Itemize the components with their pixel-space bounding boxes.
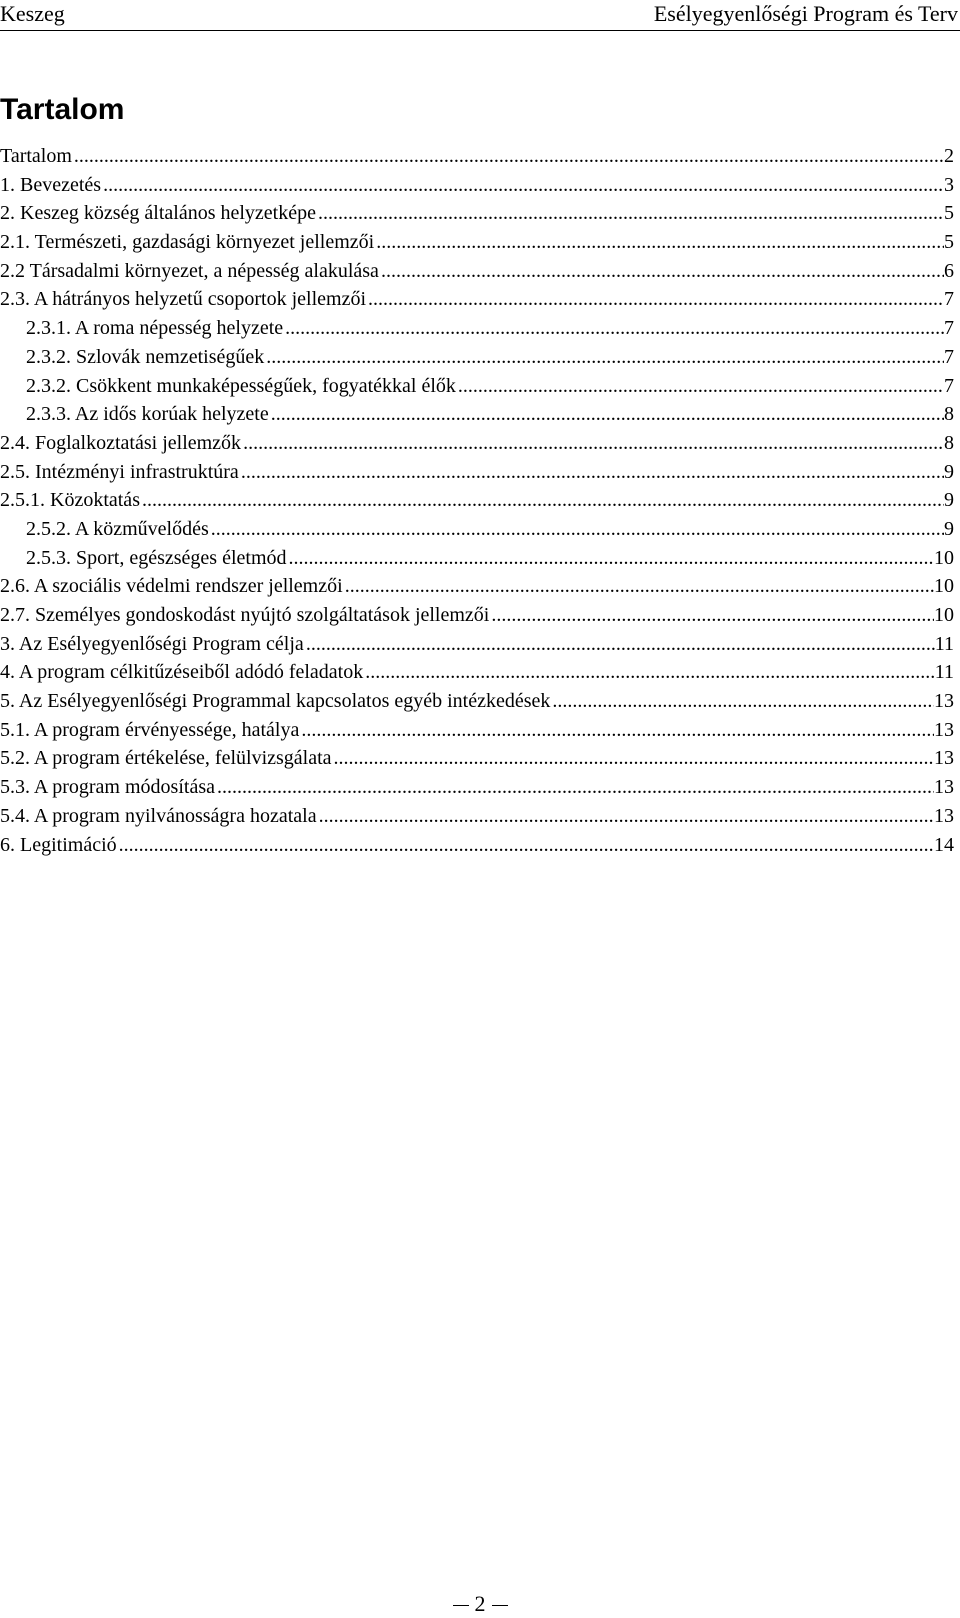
toc-entry-label: 6. Legitimáció	[0, 833, 117, 856]
toc-entry-page: 10	[934, 604, 954, 626]
toc-entry-page: 3	[944, 173, 954, 196]
toc-entry-label: 2.3.1. A roma népesség helyzete	[26, 317, 284, 340]
toc-entry-page: 13	[934, 804, 954, 827]
toc-entry-page: 14	[934, 833, 954, 856]
page-footer	[0, 1590, 960, 1618]
toc-entry-page: 7	[944, 288, 954, 311]
toc-entry-page: 9	[944, 460, 954, 483]
toc-entry-label: 2.5.3. Sport, egészséges életmód	[26, 546, 287, 569]
toc-entry-label: 2.6. A szociális védelmi rendszer jellemzői	[0, 575, 343, 598]
toc-entry[interactable]	[0, 572, 954, 601]
toc-entry[interactable]	[0, 458, 954, 487]
toc-entry-page: 2	[944, 145, 954, 167]
toc-entry[interactable]	[0, 372, 954, 401]
toc-entry[interactable]	[0, 400, 954, 429]
toc-entry-label: 2.3.3. Az idős korúak helyzete	[26, 403, 269, 426]
toc-entry[interactable]	[0, 831, 954, 860]
dot-leader	[318, 199, 944, 228]
toc-entry-label: 2.5.1. Közoktatás	[0, 489, 140, 512]
toc-entry[interactable]	[0, 658, 954, 687]
footer-dash-right	[492, 1605, 508, 1606]
dot-leader	[285, 314, 944, 343]
toc-entry-page: 6	[944, 259, 954, 282]
toc-entry[interactable]	[0, 228, 954, 257]
toc-entry[interactable]	[0, 716, 954, 745]
toc-entry[interactable]	[0, 171, 954, 200]
page-header	[0, 0, 960, 31]
toc-entry-page: 13	[934, 747, 954, 770]
header-municipality: Keszeg	[0, 1, 65, 26]
toc-entry-page: 8	[944, 403, 954, 426]
toc-entry[interactable]	[0, 142, 954, 171]
toc-entry[interactable]	[0, 630, 954, 659]
dot-leader	[74, 142, 944, 171]
toc-entry-label: 5.1. A program érvényessége, hatálya	[0, 718, 300, 741]
toc-entry-page: 5	[944, 202, 954, 225]
toc-entry-page: 13	[934, 690, 954, 713]
toc-entry[interactable]	[0, 687, 954, 716]
toc-entry-page: 9	[944, 489, 954, 512]
dot-leader	[217, 773, 934, 802]
toc-entry-label: 2.4. Foglalkoztatási jellemzők	[0, 431, 242, 454]
toc-entry-page: 8	[944, 431, 954, 454]
dot-leader	[271, 400, 944, 429]
toc-entry-label: 5.4. A program nyilvánosságra hozatala	[0, 804, 317, 827]
toc-entry-page: 7	[944, 345, 954, 368]
dot-leader	[376, 228, 944, 257]
toc-entry-label: 5. Az Esélyegyenlőségi Programmal kapcsolatos egyéb intézkedések	[0, 690, 551, 713]
toc-entry-label: 2.3.2. Szlovák nemzetiségűek	[26, 345, 265, 368]
dot-leader	[552, 687, 934, 716]
toc-entry[interactable]	[0, 486, 954, 515]
toc-entry[interactable]	[0, 744, 954, 773]
toc-entry-label: 5.3. A program módosítása	[0, 776, 215, 799]
toc-entry[interactable]	[0, 802, 954, 831]
toc-entry-page: 9	[944, 517, 954, 540]
page-number: 2	[474, 1591, 486, 1616]
toc-entry-label: 5.2. A program értékelése, felülvizsgálata	[0, 747, 332, 770]
dot-leader	[368, 285, 944, 314]
footer-dash-left	[453, 1605, 469, 1606]
toc-entry-page: 11	[934, 632, 954, 655]
header-document-title: Esélyegyenlőségi Program és Terv	[653, 1, 958, 26]
dot-leader	[241, 458, 944, 487]
toc-entry-label: 2.5.2. A közművelődés	[26, 517, 209, 540]
dot-leader	[119, 831, 934, 860]
toc-entry[interactable]	[0, 314, 954, 343]
toc-entry[interactable]	[0, 343, 954, 372]
toc-entry-label: 2.3.2. Csökkent munkaképességűek, fogyatékkal élők	[26, 374, 456, 397]
dot-leader	[103, 171, 944, 200]
toc-entry-label: 2.1. Természeti, gazdasági környezet jellemzői	[0, 231, 375, 254]
dot-leader	[266, 343, 944, 372]
toc-entry-page: 7	[944, 374, 954, 397]
toc-entry-page: 5	[944, 231, 954, 254]
table-of-contents	[0, 142, 954, 859]
dot-leader	[289, 544, 935, 573]
toc-entry[interactable]	[0, 515, 954, 544]
toc-heading: Tartalom	[0, 93, 125, 126]
toc-entry-page: 7	[944, 317, 954, 340]
toc-entry-label: 2.7. Személyes gondoskodást nyújtó szolgáltatások jellemzői	[0, 604, 490, 626]
toc-entry-page: 10	[934, 575, 954, 598]
dot-leader	[243, 429, 944, 458]
dot-leader	[345, 572, 934, 601]
toc-entry[interactable]	[0, 429, 954, 458]
toc-entry-label: 4. A program célkitűzéseiből adódó feladatok	[0, 661, 364, 684]
toc-entry-page: 13	[934, 776, 954, 799]
dot-leader	[458, 372, 944, 401]
toc-entry[interactable]	[0, 601, 954, 630]
toc-entry[interactable]	[0, 257, 954, 286]
toc-entry-page: 10	[934, 546, 954, 569]
toc-entry-label: Tartalom	[0, 145, 72, 167]
toc-entry[interactable]	[0, 285, 954, 314]
toc-entry-label: 2.5. Intézményi infrastruktúra	[0, 460, 239, 483]
toc-entry-label: 1. Bevezetés	[0, 173, 102, 196]
toc-entry-label: 2.2 Társadalmi környezet, a népesség alakulása	[0, 259, 379, 282]
dot-leader	[365, 658, 935, 687]
toc-entry-label: 2. Keszeg község általános helyzetképe	[0, 202, 316, 225]
dot-leader	[142, 486, 944, 515]
toc-entry-label: 2.3. A hátrányos helyzetű csoportok jellemzői	[0, 288, 367, 311]
dot-leader	[381, 257, 944, 286]
dot-leader	[211, 515, 944, 544]
toc-entry[interactable]	[0, 544, 954, 573]
toc-entry[interactable]	[0, 199, 954, 228]
toc-entry-page: 13	[934, 718, 954, 741]
dot-leader	[301, 716, 934, 745]
toc-entry-page: 11	[934, 661, 954, 684]
dot-leader	[306, 630, 935, 659]
toc-entry-label: 3. Az Esélyegyenlőségi Program célja	[0, 632, 304, 655]
toc-entry[interactable]	[0, 773, 954, 802]
dot-leader	[319, 802, 934, 831]
dot-leader	[334, 744, 934, 773]
dot-leader	[491, 601, 934, 630]
